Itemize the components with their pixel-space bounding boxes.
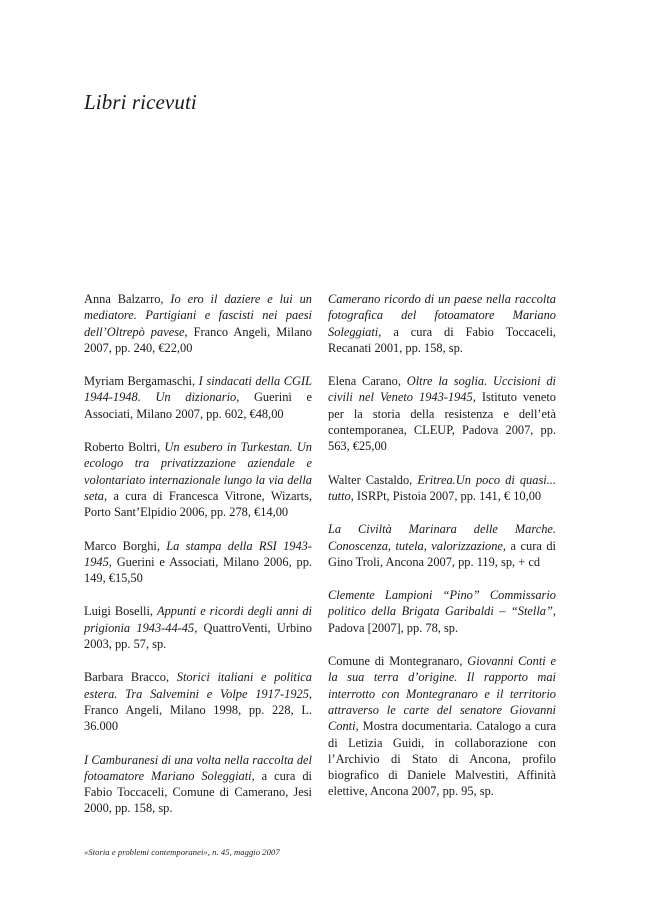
entry-author: Walter Castaldo, — [328, 472, 418, 487]
entry-author: Barbara Bracco, — [84, 670, 177, 685]
entry-details: Guerini e Associati, Milano 2006, pp. 149, €15,50 — [84, 554, 312, 586]
book-entry — [84, 603, 312, 652]
book-entry — [328, 373, 556, 454]
entry-details: a cura di Gino Troli, Ancona 2007, pp. 119, sp, + cd — [328, 538, 556, 569]
entry-details: QuattroVenti, Urbino 2003, pp. 57, sp. — [84, 620, 312, 652]
book-entry — [84, 538, 312, 587]
entry-details: a cura di Fabio Toccaceli, Recanati 2001, pp. 158, sp. — [328, 324, 556, 355]
entry-details: Istituto veneto per la storia della resistenza e dell’età contemporanea, CLEUP, Padova 2007, pp. 563, €25,00 — [328, 390, 556, 454]
entry-author: Marco Borghi, — [84, 538, 167, 553]
page-footer: «Storia e problemi contemporanei», n. 45, maggio 2007 — [84, 847, 280, 857]
book-entry — [328, 653, 556, 800]
entry-author: Luigi Boselli, — [84, 604, 157, 619]
book-entry — [328, 291, 556, 356]
entry-title: Storici italiani e politica estera. Tra Salvemini e Volpe 1917-1925, — [84, 670, 312, 701]
entry-title: Giovanni Conti e la sua terra d’origine. Il rapporto mai interrotto con Montegranaro e il territorio attraverso le carte del senatore Giovanni Conti, — [328, 654, 556, 734]
entry-details: Franco Angeli, Milano 2007, pp. 240, €22,00 — [84, 324, 312, 355]
entry-details: Mostra documentaria. Catalogo a cura di Letizia Guidi, in collaborazione con l’Archivio di Stato di Ancona, profilo biografico di Daniele Malvestiti, Affinità elettive, Ancona 2007, pp. 95, sp. — [328, 719, 556, 799]
left-column — [84, 291, 312, 834]
entry-author: Anna Balzarro, — [84, 292, 171, 306]
entry-title: La Civiltà Marinara delle Marche. Conoscenza, tutela, valorizzazione, — [328, 522, 556, 553]
book-entry — [328, 472, 556, 505]
entry-title: I Camburanesi di una volta nella raccolta del fotoamatore Mariano Soleggiati, — [84, 752, 312, 783]
entry-title: La stampa della RSI 1943-1945, — [84, 538, 312, 569]
entry-author: Myriam Bergamaschi, — [84, 374, 199, 389]
entry-author: Elena Carano, — [328, 374, 407, 389]
entry-title: Camerano ricordo di un paese nella raccolta fotografica del fotoamatore Mariano Soleggiati, — [328, 292, 556, 339]
entry-details: a cura di Francesca Vitrone, Wizarts, Porto Sant’Elpidio 2006, pp. 278, €14,00 — [84, 488, 312, 520]
right-column — [328, 291, 556, 817]
book-entry — [84, 439, 312, 520]
entry-author: Comune di Montegranaro, — [328, 654, 468, 669]
book-entry — [84, 752, 312, 817]
entry-details: Guerini e Associati, Milano 2007, pp. 602, €48,00 — [84, 390, 312, 421]
page-title: Libri ricevuti — [84, 90, 197, 114]
entry-title: Io ero il daziere e lui un mediatore. Partigiani e fascisti nei paesi dell’Oltrepò pavese, — [84, 292, 312, 339]
entry-author: Roberto Boltri, — [84, 440, 165, 455]
entry-details: a cura di Fabio Toccaceli, Comune di Camerano, Jesi 2000, pp. 158, sp. — [84, 768, 312, 816]
entry-title: Clemente Lampioni “Pino” Commissario politico della Brigata Garibaldi – “Stella”, — [328, 588, 556, 619]
entry-title: Appunti e ricordi degli anni di prigionia 1943-44-45, — [84, 604, 312, 635]
entry-title: I sindacati della CGIL 1944-1948. Un dizionario, — [84, 374, 313, 405]
entry-details: Padova [2007], pp. 78, sp. — [328, 620, 459, 635]
entry-details: Franco Angeli, Milano 1998, pp. 228, L. 36.000 — [84, 702, 312, 734]
entry-title: Oltre la soglia. Uccisioni di civili nel Veneto 1943-1945, — [328, 374, 556, 405]
book-entry — [84, 291, 312, 356]
book-entry — [328, 587, 556, 636]
book-entry — [84, 669, 312, 734]
entry-title: Eritrea.Un poco di quasi... tutto, — [328, 472, 556, 503]
book-entry — [328, 521, 556, 570]
entry-title: Un esubero in Turkestan. Un ecologo tra privatizzazione aziendale e volontariato internazionale lungo la via della seta, — [84, 440, 312, 503]
book-entry — [84, 373, 312, 422]
entry-details: ISRPt, Pistoia 2007, pp. 141, € 10,00 — [353, 488, 542, 503]
